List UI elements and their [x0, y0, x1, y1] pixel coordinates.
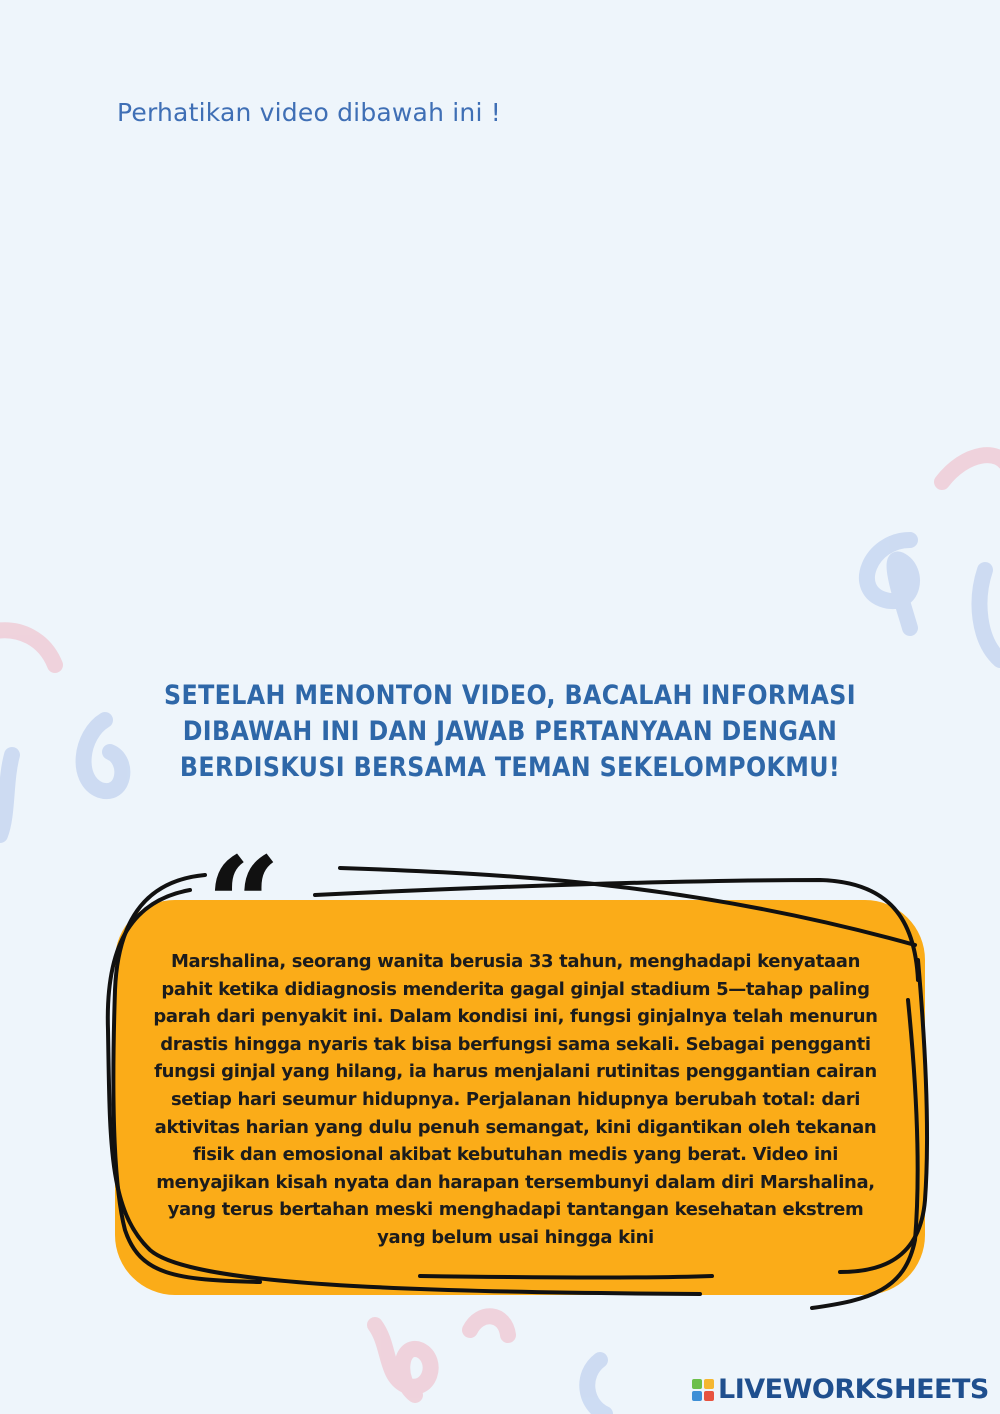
brand-footer[interactable] [692, 1374, 989, 1405]
quote-text: Marshalina, seorang wanita berusia 33 tahun, menghadapi kenyataan pahit ketika didiagnosis menderita gagal ginjal stadium 5—tahap paling parah dari penyakit ini. Dalam kondisi ini, fungsi ginjalnya telah menurun drastis hingga nyaris tak bisa berfungsi sama sekali. Sebagai pengganti fungsi ginjal yang hilang, ia harus menjalani rutinitas penggantian cairan setiap hari seumur hidupnya. Perjalanan hidupnya berubah total: dari aktivitas harian yang dulu penuh semangat, kini digantikan oleh tekanan fisik dan emosional akibat kebutuhan medis yang berat. Video ini menyajikan kisah nyata dan harapan tersembunyi dalam diri Marshalina, yang terus bertahan meski menghadapi tantangan kesehatan ekstrem yang belum usai hingga kini [153, 951, 878, 1248]
liveworksheets-logo-icon [692, 1379, 714, 1401]
section-heading: SETELAH MENONTON VIDEO, BACALAH INFORMASI DIBAWAH INI DAN JAWAB PERTANYAAN DENGAN BERDISKUSI BERSAMA TEMAN SEKELOMPOKMU! [164, 680, 856, 783]
instruction-text: Perhatikan video dibawah ini ! [117, 98, 501, 127]
brand-name: LIVEWORKSHEETS [718, 1374, 989, 1405]
quote-mark-icon: “ [206, 828, 281, 981]
